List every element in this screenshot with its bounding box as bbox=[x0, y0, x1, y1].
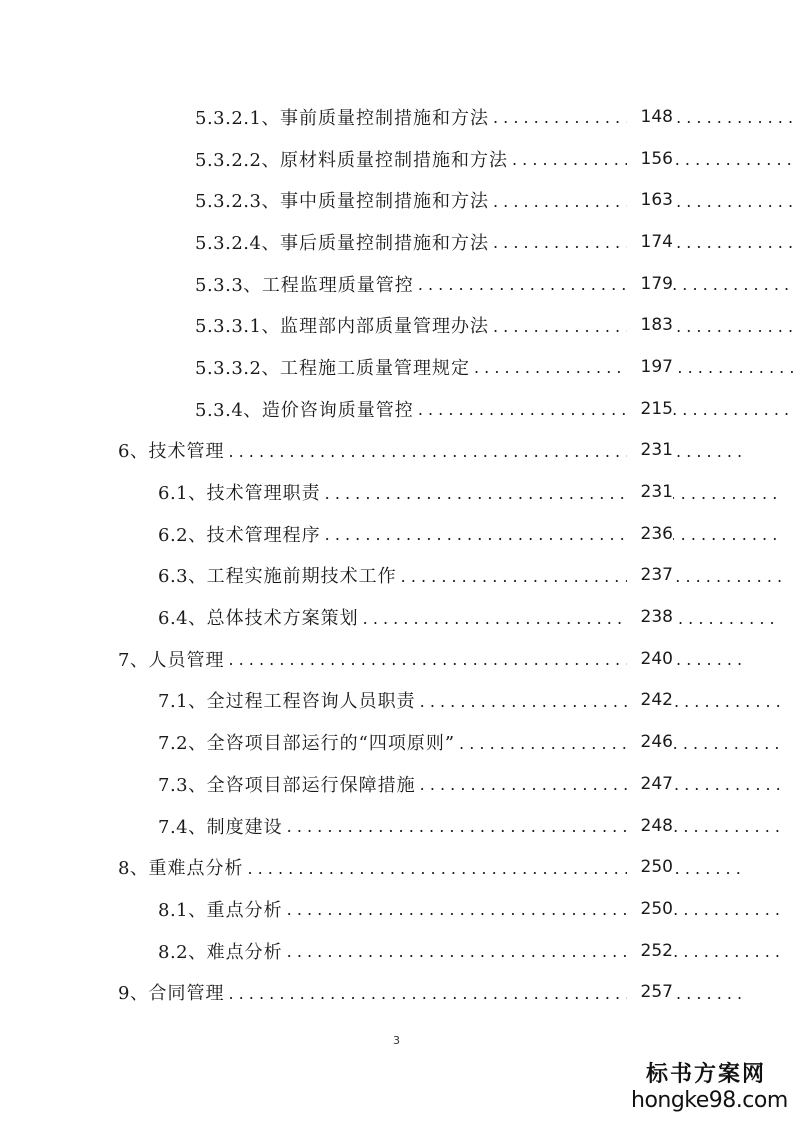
toc-entry-title: 工程监理质量管控 bbox=[261, 274, 414, 296]
toc-entry-page: 257 bbox=[627, 982, 673, 1002]
toc-entry-line bbox=[195, 146, 793, 172]
toc-entry-title: 难点分析 bbox=[206, 941, 283, 963]
toc-entry-title: 重点分析 bbox=[206, 899, 283, 921]
toc-entry-page: 148 bbox=[627, 107, 673, 127]
toc-entry-number: 5.3.2.4、 bbox=[195, 232, 280, 254]
toc-dot-leader bbox=[287, 817, 781, 836]
toc-entry[interactable] bbox=[0, 930, 793, 972]
toc-entry-page: 231 bbox=[627, 440, 673, 460]
toc-entry[interactable] bbox=[0, 263, 793, 305]
toc-entry-title: 事后质量控制措施和方法 bbox=[279, 232, 489, 254]
toc-entry[interactable] bbox=[0, 471, 793, 513]
toc-dot-leader bbox=[325, 484, 781, 503]
toc-entry-title: 技术管理 bbox=[148, 441, 225, 463]
toc-entry[interactable] bbox=[0, 179, 793, 221]
toc-entry-line bbox=[158, 687, 785, 713]
toc-entry[interactable] bbox=[0, 430, 793, 472]
toc-entry-title: 全咨项目部运行保障措施 bbox=[206, 774, 416, 796]
toc-entry[interactable] bbox=[0, 888, 793, 930]
toc-entry-title: 全过程工程咨询人员职责 bbox=[206, 691, 416, 713]
toc-entry-page: 237 bbox=[627, 565, 673, 585]
toc-entry-number: 7.2、 bbox=[158, 733, 207, 755]
toc-entry-page: 250 bbox=[627, 857, 673, 877]
toc-entry-number: 5.3.3.2、 bbox=[195, 357, 280, 379]
toc-entry-page: 247 bbox=[627, 774, 673, 794]
toc-entry-title: 制度建设 bbox=[206, 816, 283, 838]
toc-entry-page: 242 bbox=[627, 690, 673, 710]
page-number: 3 bbox=[393, 1034, 400, 1047]
toc-entry-page: 250 bbox=[627, 899, 673, 919]
toc-entry-page: 163 bbox=[627, 190, 673, 210]
toc-entry-line bbox=[195, 312, 793, 338]
toc-entry-number: 5.3.3.1、 bbox=[195, 316, 280, 338]
toc-entry-page: 215 bbox=[627, 399, 673, 419]
toc-entry-page: 236 bbox=[627, 524, 673, 544]
toc-entry-page: 231 bbox=[627, 482, 673, 502]
toc-dot-leader bbox=[287, 942, 781, 961]
toc-entry-line bbox=[158, 813, 785, 839]
toc-entry[interactable] bbox=[0, 221, 793, 263]
toc-entry[interactable] bbox=[0, 346, 793, 388]
toc-entry-number: 5.3.2.2、 bbox=[195, 149, 280, 171]
toc-entry[interactable] bbox=[0, 805, 793, 847]
toc-entry-title: 人员管理 bbox=[148, 649, 225, 671]
toc-entry-line bbox=[195, 396, 793, 422]
toc-entry-page: 197 bbox=[627, 357, 673, 377]
toc-entry-number: 8.2、 bbox=[158, 941, 207, 963]
watermark-title: 标书方案网 bbox=[645, 1061, 766, 1087]
toc-entry-number: 5.3.2.1、 bbox=[195, 107, 280, 129]
toc-entry-page: 174 bbox=[627, 232, 673, 252]
toc-entry-number: 5.3.3、 bbox=[195, 274, 262, 296]
toc-entry-title: 事中质量控制措施和方法 bbox=[279, 191, 489, 213]
toc-entry-title: 工程施工质量管理规定 bbox=[279, 357, 470, 379]
toc-entry-number: 7、 bbox=[118, 649, 149, 671]
toc-entry[interactable] bbox=[0, 388, 793, 430]
toc-entry-title: 造价咨询质量管控 bbox=[261, 399, 414, 421]
toc-entry-number: 7.4、 bbox=[158, 816, 207, 838]
toc-entry-number: 6.2、 bbox=[158, 524, 207, 546]
toc-entry[interactable] bbox=[0, 971, 793, 1013]
toc-entry-number: 6、 bbox=[118, 441, 149, 463]
toc-entry-page: 183 bbox=[627, 315, 673, 335]
toc-entry-title: 事前质量控制措施和方法 bbox=[279, 107, 489, 129]
toc-dot-leader bbox=[420, 775, 781, 794]
toc-entry-title: 原材料质量控制措施和方法 bbox=[279, 149, 508, 171]
toc-entry-number: 7.1、 bbox=[158, 691, 207, 713]
watermark-url: hongke98.com bbox=[631, 1088, 788, 1113]
toc-entry[interactable] bbox=[0, 96, 793, 138]
toc-entry-line bbox=[195, 229, 793, 255]
toc-entry-page: 246 bbox=[627, 732, 673, 752]
toc-entry-line bbox=[195, 354, 793, 380]
site-watermark bbox=[631, 1060, 788, 1114]
toc-dot-leader bbox=[363, 609, 781, 628]
toc-entry-number: 9、 bbox=[118, 983, 149, 1005]
toc-entry-number: 6.3、 bbox=[158, 566, 207, 588]
toc-entry[interactable] bbox=[0, 846, 793, 888]
toc-entry[interactable] bbox=[0, 513, 793, 555]
toc-entry-title: 合同管理 bbox=[148, 983, 225, 1005]
toc-entry-line bbox=[158, 521, 785, 547]
toc-entry-number: 7.3、 bbox=[158, 774, 207, 796]
toc-entry-line bbox=[195, 271, 793, 297]
toc-entry-line bbox=[158, 771, 785, 797]
toc-entry[interactable] bbox=[0, 555, 793, 597]
toc-entry-line bbox=[195, 104, 793, 130]
toc-entry-page: 252 bbox=[627, 941, 673, 961]
toc-entry-page: 179 bbox=[627, 274, 673, 294]
table-of-contents bbox=[0, 96, 793, 1013]
toc-entry-title: 工程实施前期技术工作 bbox=[206, 566, 397, 588]
toc-dot-leader bbox=[418, 400, 793, 419]
toc-dot-leader bbox=[418, 275, 793, 294]
toc-entry-title: 监理部内部质量管理办法 bbox=[279, 316, 489, 338]
toc-dot-leader bbox=[459, 734, 781, 753]
toc-entry-number: 5.3.4、 bbox=[195, 399, 262, 421]
toc-entry-number: 5.3.2.3、 bbox=[195, 191, 280, 213]
toc-dot-leader bbox=[325, 525, 781, 544]
toc-entry-line bbox=[158, 896, 785, 922]
toc-entry[interactable] bbox=[0, 680, 793, 722]
toc-entry-line bbox=[158, 729, 785, 755]
toc-entry-page: 240 bbox=[627, 649, 673, 669]
toc-entry-page: 156 bbox=[627, 149, 673, 169]
toc-entry-title: 全咨项目部运行的“四项原则” bbox=[206, 733, 456, 755]
toc-entry-line bbox=[158, 562, 785, 588]
toc-dot-leader bbox=[420, 692, 781, 711]
toc-entry-number: 6.1、 bbox=[158, 483, 207, 505]
toc-entry-number: 8.1、 bbox=[158, 899, 207, 921]
toc-entry-title: 技术管理职责 bbox=[206, 483, 321, 505]
toc-entry[interactable] bbox=[0, 596, 793, 638]
toc-entry[interactable] bbox=[0, 638, 793, 680]
toc-entry-title: 重难点分析 bbox=[148, 858, 244, 880]
toc-entry[interactable] bbox=[0, 304, 793, 346]
toc-dot-leader bbox=[287, 900, 781, 919]
toc-entry[interactable] bbox=[0, 721, 793, 763]
toc-entry-number: 8、 bbox=[118, 858, 149, 880]
toc-entry-line bbox=[195, 187, 793, 213]
toc-dot-leader bbox=[401, 567, 781, 586]
toc-entry-title: 技术管理程序 bbox=[206, 524, 321, 546]
toc-entry[interactable] bbox=[0, 138, 793, 180]
toc-entry-page: 248 bbox=[627, 816, 673, 836]
toc-entry-page: 238 bbox=[627, 607, 673, 627]
toc-entry-title: 总体技术方案策划 bbox=[206, 608, 359, 630]
toc-entry-line bbox=[158, 479, 785, 505]
toc-entry-line bbox=[158, 938, 785, 964]
toc-entry-number: 6.4、 bbox=[158, 608, 207, 630]
toc-entry-line bbox=[158, 604, 785, 630]
toc-entry[interactable] bbox=[0, 763, 793, 805]
